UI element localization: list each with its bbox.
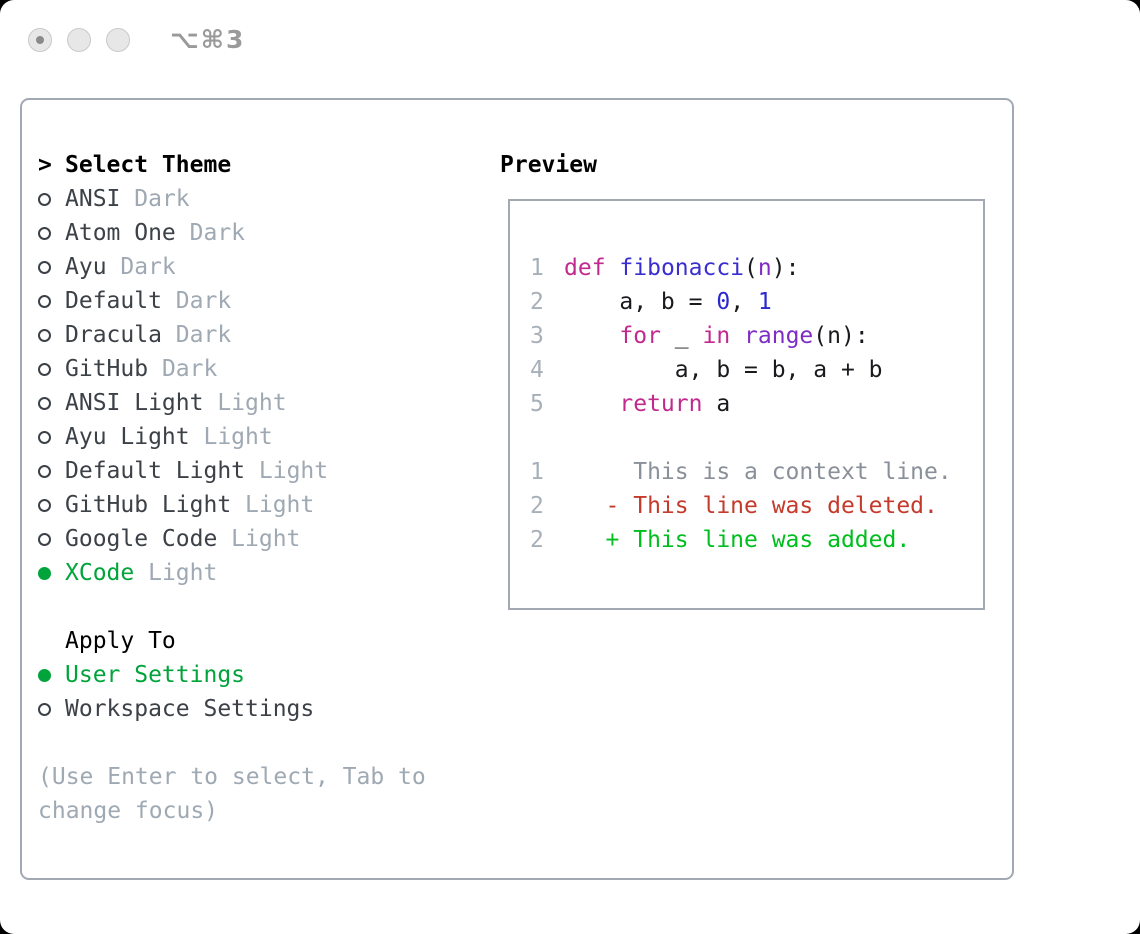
theme-list-column <box>38 148 488 828</box>
line-number: 4 <box>530 357 544 383</box>
apply-option-user-settings[interactable] <box>38 658 488 692</box>
theme-option-github-light[interactable] <box>38 488 488 522</box>
radio-icon <box>38 363 51 376</box>
theme-option-atom-one[interactable] <box>38 216 488 250</box>
option-label: Dracula <box>65 322 176 348</box>
radio-icon <box>38 499 51 512</box>
radio-icon <box>38 261 51 274</box>
theme-list <box>38 182 488 590</box>
code-token: , <box>730 289 758 315</box>
code-token: a <box>702 391 731 417</box>
option-label: ANSI Light <box>65 390 218 416</box>
radio-cell <box>38 533 65 546</box>
code-token: range <box>744 323 814 349</box>
option-label: GitHub <box>65 356 162 382</box>
option-label: Google Code <box>65 526 232 552</box>
blank-line <box>530 421 983 455</box>
code-line <box>530 387 983 421</box>
theme-option-xcode[interactable] <box>38 556 488 590</box>
radio-icon <box>38 533 51 546</box>
apply-to-list <box>38 658 488 726</box>
code-token: def <box>564 255 606 281</box>
radio-icon <box>38 329 51 342</box>
radio-cell <box>38 567 65 580</box>
code-token <box>730 319 744 353</box>
radio-cell <box>38 669 65 682</box>
radio-icon <box>38 703 51 716</box>
option-label: GitHub Light <box>65 492 246 518</box>
option-variant: Dark <box>189 220 246 246</box>
theme-option-ansi[interactable] <box>38 182 488 216</box>
radio-cell <box>38 261 65 274</box>
code-token: (n): <box>813 323 869 349</box>
line-number: 2 <box>530 493 544 519</box>
radio-cell <box>38 499 65 512</box>
option-variant: Dark <box>120 254 176 280</box>
traffic-light-close[interactable] <box>28 28 52 52</box>
cursor-icon: > <box>38 152 52 178</box>
select-theme-header <box>38 148 488 182</box>
diff-line-context <box>530 455 983 489</box>
option-label: Default <box>65 288 176 314</box>
radio-icon <box>38 193 51 206</box>
code-line <box>530 251 983 285</box>
diff-text: + This line was added. <box>564 527 911 553</box>
radio-icon <box>38 431 51 444</box>
option-label: ANSI <box>65 186 135 212</box>
code-token: a, b = <box>564 289 717 315</box>
theme-option-ansi-light[interactable] <box>38 386 488 420</box>
code-token: n <box>757 255 772 281</box>
option-label: XCode <box>65 560 149 586</box>
theme-picker-panel <box>20 98 1014 880</box>
theme-option-github[interactable] <box>38 352 488 386</box>
line-number: 2 <box>530 527 544 553</box>
option-variant: Light <box>203 424 273 450</box>
code-token <box>564 319 619 353</box>
traffic-light-minimize[interactable] <box>67 28 91 52</box>
option-label: Default Light <box>65 458 259 484</box>
diff-text: This is a context line. <box>564 459 952 485</box>
code-token: ( <box>744 255 758 281</box>
radio-cell <box>38 703 65 716</box>
spacer <box>38 726 488 760</box>
code-token: 0 <box>716 289 731 315</box>
option-variant: Dark <box>134 186 190 212</box>
code-token: for <box>619 323 661 349</box>
radio-cell <box>38 329 65 342</box>
radio-cell <box>38 397 65 410</box>
code-line <box>530 319 983 353</box>
traffic-light-zoom[interactable] <box>106 28 130 52</box>
apply-option-workspace-settings[interactable] <box>38 692 488 726</box>
diff-line-added <box>530 523 983 557</box>
radio-cell <box>38 295 65 308</box>
option-variant: Light <box>245 492 315 518</box>
radio-icon <box>38 397 51 410</box>
radio-icon <box>38 465 51 478</box>
theme-option-ayu[interactable] <box>38 250 488 284</box>
option-label: User Settings <box>65 662 246 688</box>
theme-option-dracula[interactable] <box>38 318 488 352</box>
code-token <box>606 251 620 285</box>
spacer <box>38 590 488 624</box>
code-token: ): <box>771 255 800 281</box>
diff-preview <box>530 455 983 557</box>
radio-selected-icon <box>38 669 51 682</box>
apply-to-title: Apply To <box>65 628 176 654</box>
code-line <box>530 353 983 387</box>
code-line <box>530 285 983 319</box>
radio-cell <box>38 227 65 240</box>
code-token: return <box>619 391 703 417</box>
option-variant: Light <box>231 526 301 552</box>
preview-box <box>508 199 985 610</box>
code-token: a, b = b, a + b <box>564 357 883 383</box>
help-text: (Use Enter to select, Tab to change focus) <box>38 764 426 824</box>
radio-cell <box>38 363 65 376</box>
line-number: 3 <box>530 323 544 349</box>
line-number: 1 <box>530 255 544 281</box>
preview-title: Preview <box>500 152 597 178</box>
option-variant: Light <box>217 390 287 416</box>
option-variant: Light <box>148 560 218 586</box>
line-number: 5 <box>530 391 544 417</box>
titlebar <box>28 25 245 54</box>
theme-option-default-light[interactable] <box>38 454 488 488</box>
radio-cell <box>38 465 65 478</box>
code-token: fibonacci <box>619 255 745 281</box>
apply-to-header <box>38 624 488 658</box>
radio-cell <box>38 193 65 206</box>
option-label: Workspace Settings <box>65 696 315 722</box>
diff-line-deleted <box>530 489 983 523</box>
option-variant: Light <box>258 458 329 484</box>
radio-cell <box>38 431 65 444</box>
radio-icon <box>38 295 51 308</box>
option-label: Atom One <box>65 220 190 246</box>
code-token: in <box>702 323 731 349</box>
code-preview <box>530 251 983 421</box>
line-number: 2 <box>530 289 544 315</box>
code-token: 1 <box>757 289 772 315</box>
option-label: Ayu Light <box>65 424 204 450</box>
radio-selected-icon <box>38 567 51 580</box>
theme-option-google-code[interactable] <box>38 522 488 556</box>
keyboard-shortcut-label: ⌥⌘3 <box>170 25 246 54</box>
theme-option-default[interactable] <box>38 284 488 318</box>
select-theme-title: Select Theme <box>65 152 232 178</box>
radio-icon <box>38 227 51 240</box>
option-label: Ayu <box>65 254 121 280</box>
theme-option-ayu-light[interactable] <box>38 420 488 454</box>
diff-text: - This line was deleted. <box>564 493 938 519</box>
code-token: _ <box>660 323 703 349</box>
option-variant: Dark <box>175 322 232 348</box>
line-number: 1 <box>530 459 544 485</box>
code-token <box>564 387 619 421</box>
option-variant: Dark <box>161 356 218 382</box>
option-variant: Dark <box>175 288 232 314</box>
